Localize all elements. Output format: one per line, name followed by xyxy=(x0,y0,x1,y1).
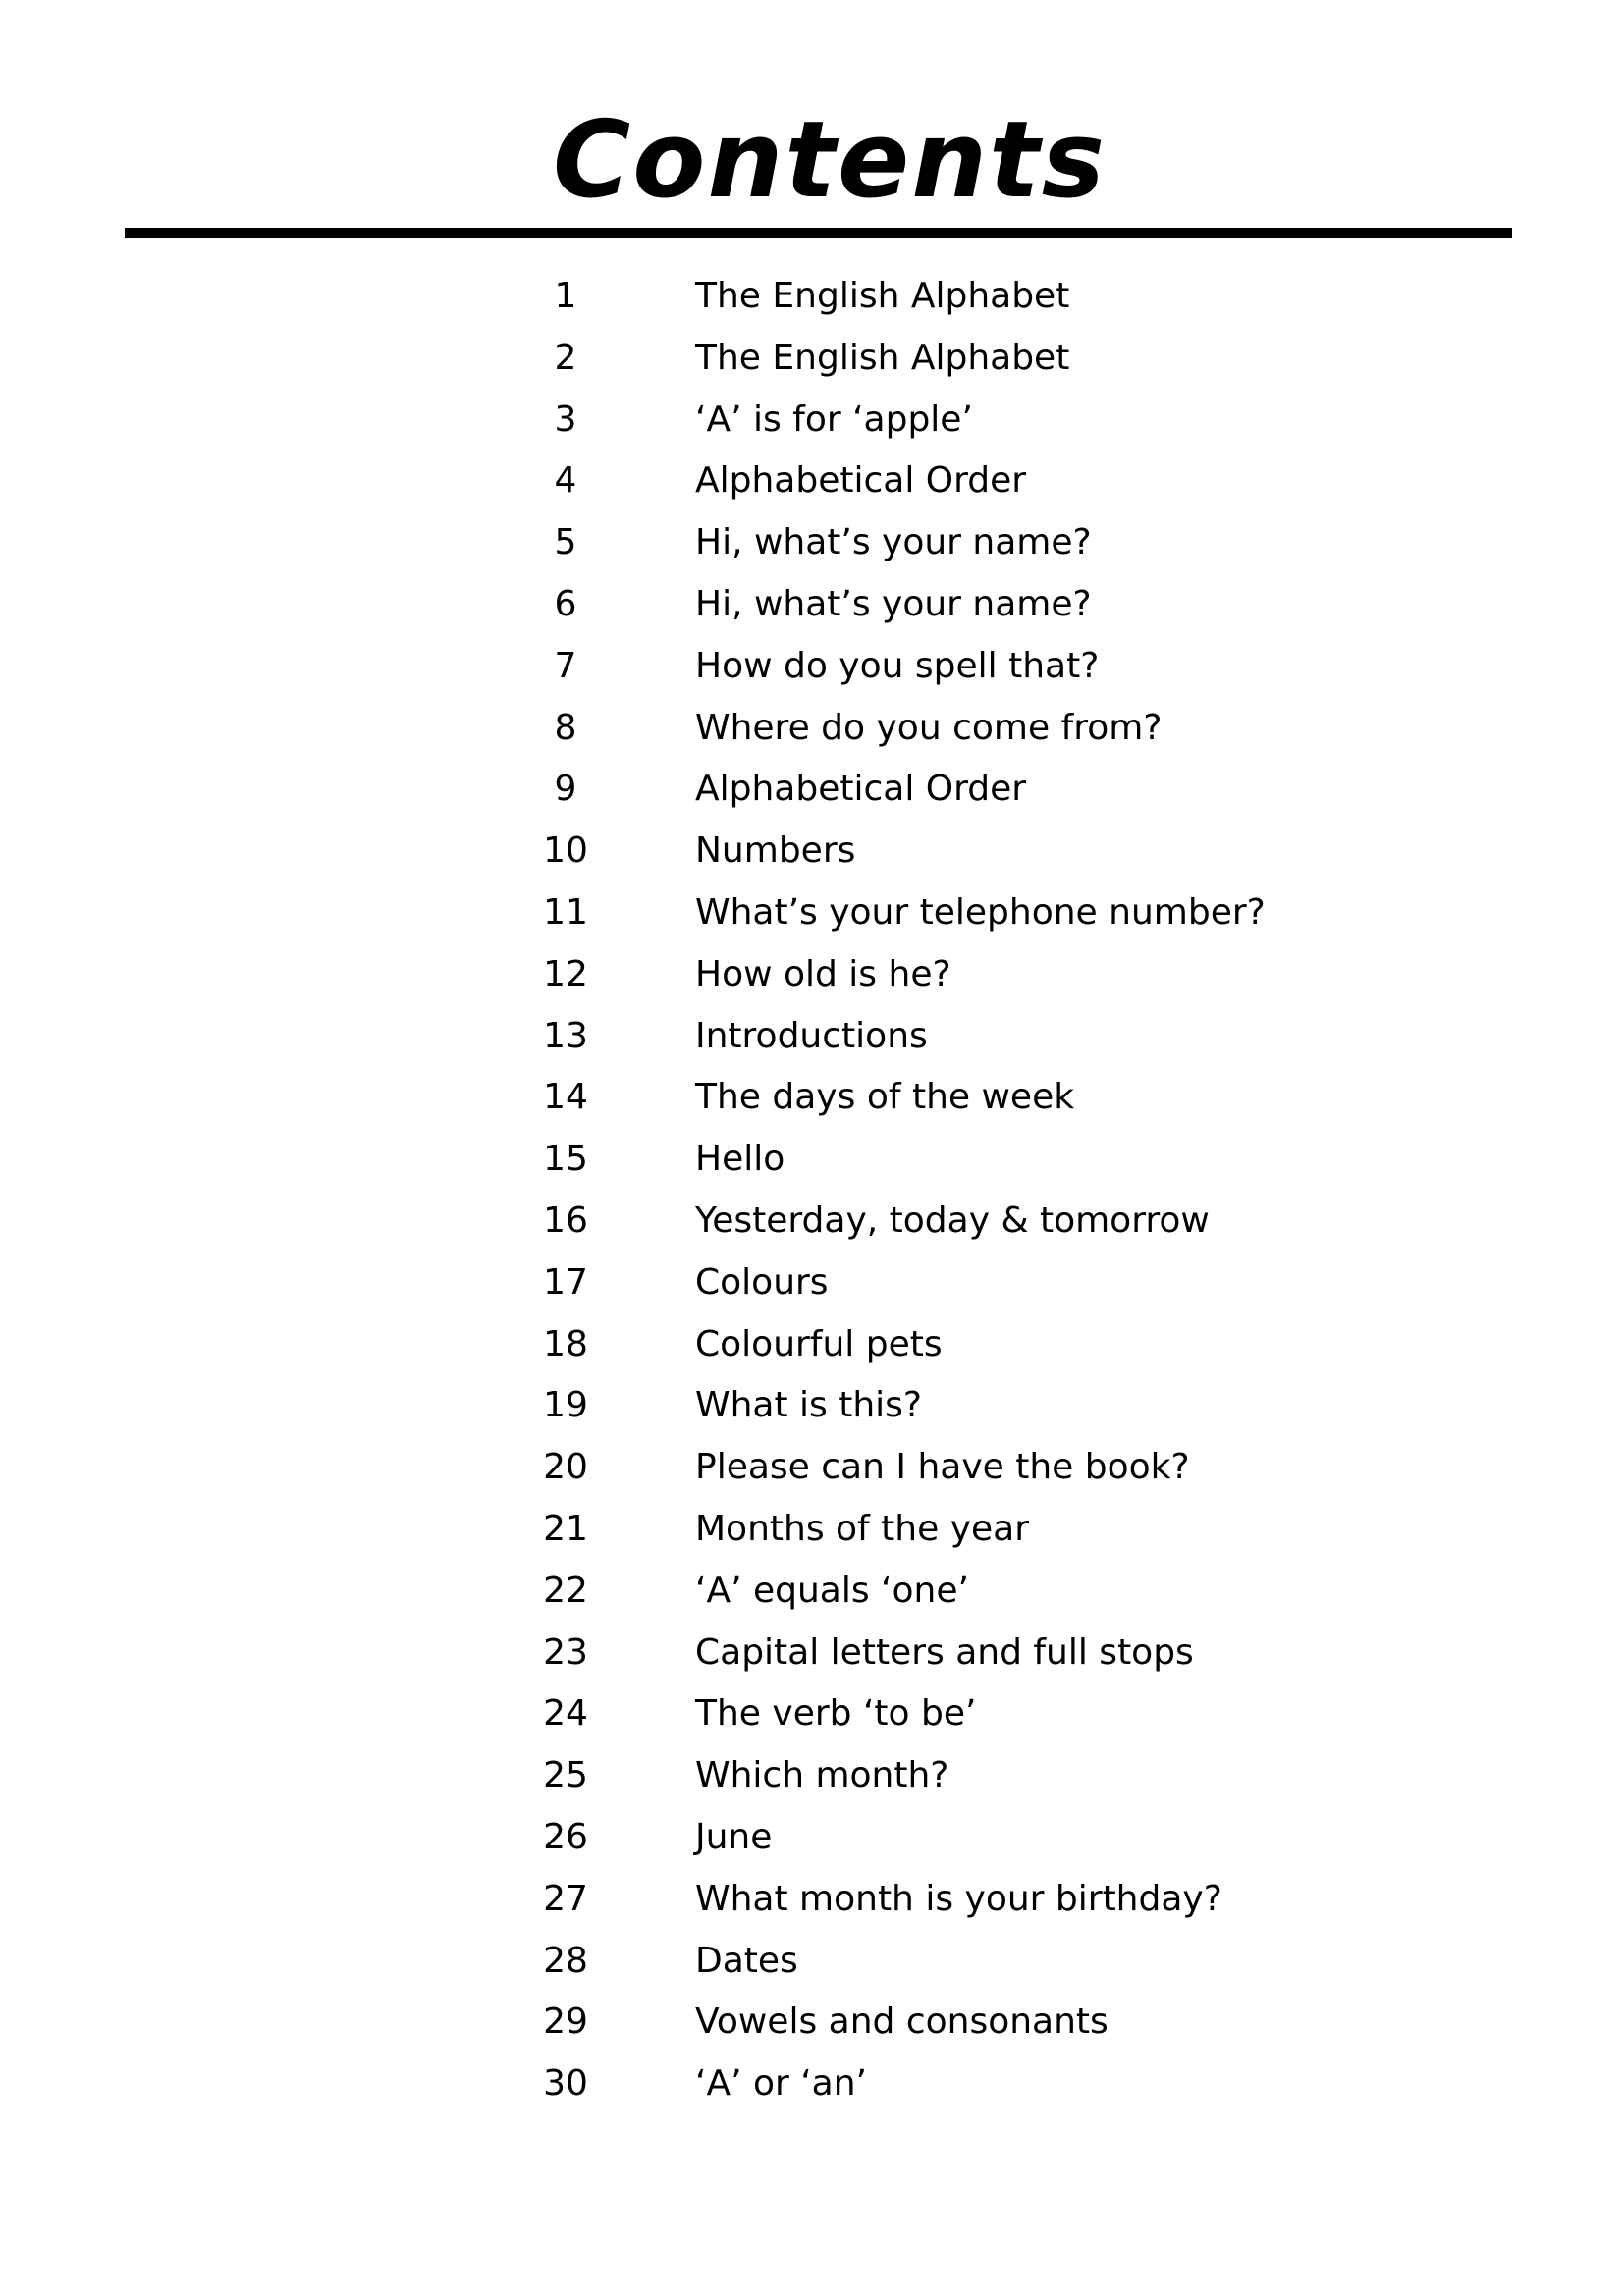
toc-entry-number: 24 xyxy=(543,1693,588,1735)
toc-entry-title: Yesterday, today & tomorrow xyxy=(695,1200,1210,1241)
toc-entry-number: 4 xyxy=(554,460,577,502)
toc-entry-number: 22 xyxy=(543,1570,588,1611)
toc-entry xyxy=(0,1686,1624,1748)
toc-entry xyxy=(0,1132,1624,1194)
toc-entry-title: The verb ‘to be’ xyxy=(695,1693,977,1735)
toc-entry xyxy=(0,1995,1624,2056)
toc-entry-number: 25 xyxy=(543,1755,588,1796)
toc-entry-title: Colourful pets xyxy=(695,1323,943,1364)
toc-entry-title: How old is he? xyxy=(695,953,951,994)
toc-entry-number: 19 xyxy=(543,1385,588,1426)
toc-entry-number: 15 xyxy=(543,1139,588,1180)
toc-entry-title: June xyxy=(695,1816,773,1857)
toc-entry xyxy=(0,1440,1624,1502)
toc-entry xyxy=(0,1070,1624,1132)
toc-entry xyxy=(0,1502,1624,1564)
toc-entry-title: ‘A’ equals ‘one’ xyxy=(695,1570,969,1611)
toc-entry-title: Where do you come from? xyxy=(695,707,1163,748)
toc-entry-title: Introductions xyxy=(695,1015,928,1056)
toc-entry-title: Alphabetical Order xyxy=(695,460,1027,502)
toc-entry xyxy=(0,1872,1624,1934)
toc-entry xyxy=(0,1810,1624,1872)
toc-entry-title: Numbers xyxy=(695,830,856,872)
toc-entry-number: 17 xyxy=(543,1261,588,1303)
toc-entry-title: The English Alphabet xyxy=(695,337,1070,378)
toc-entry xyxy=(0,885,1624,947)
toc-entry-title: Which month? xyxy=(695,1755,949,1796)
toc-entry-title: What’s your telephone number? xyxy=(695,891,1266,933)
toc-entry-title: Hello xyxy=(695,1139,785,1180)
toc-entry xyxy=(0,1194,1624,1255)
toc-entry xyxy=(0,639,1624,701)
toc-entry xyxy=(0,331,1624,393)
toc-entry-number: 9 xyxy=(554,769,577,810)
toc-entry-number: 8 xyxy=(554,707,577,748)
table-of-contents xyxy=(0,269,1624,2118)
toc-entry-number: 16 xyxy=(543,1200,588,1241)
toc-entry xyxy=(0,1934,1624,1996)
page-title: Contents xyxy=(552,99,1107,222)
toc-entry xyxy=(0,701,1624,763)
toc-entry-title: How do you spell that? xyxy=(695,645,1100,686)
toc-entry xyxy=(0,947,1624,1009)
toc-entry xyxy=(0,577,1624,639)
toc-entry-title: Vowels and consonants xyxy=(695,2002,1109,2043)
toc-entry-title: Hi, what’s your name? xyxy=(695,583,1092,624)
toc-entry xyxy=(0,824,1624,885)
toc-entry-title: The days of the week xyxy=(695,1077,1075,1118)
toc-entry-title: Hi, what’s your name? xyxy=(695,522,1092,563)
toc-entry-number: 20 xyxy=(543,1447,588,1488)
toc-entry-number: 26 xyxy=(543,1816,588,1857)
toc-entry-title: Capital letters and full stops xyxy=(695,1631,1194,1673)
toc-entry-number: 11 xyxy=(543,891,588,933)
toc-entry-title: ‘A’ is for ‘apple’ xyxy=(695,399,973,440)
toc-entry xyxy=(0,1378,1624,1440)
title-underline-rule xyxy=(125,228,1512,238)
toc-entry xyxy=(0,393,1624,454)
toc-entry-number: 21 xyxy=(543,1508,588,1549)
toc-entry xyxy=(0,269,1624,331)
toc-entry-number: 1 xyxy=(554,276,577,316)
toc-entry-number: 18 xyxy=(543,1323,588,1364)
toc-entry xyxy=(0,762,1624,824)
toc-entry xyxy=(0,1255,1624,1317)
toc-entry-title: Dates xyxy=(695,1940,798,1981)
toc-entry-number: 12 xyxy=(543,953,588,994)
toc-entry-title: Alphabetical Order xyxy=(695,769,1027,810)
toc-entry xyxy=(0,1626,1624,1687)
toc-entry-number: 13 xyxy=(543,1015,588,1056)
toc-entry xyxy=(0,2056,1624,2118)
toc-entry-number: 6 xyxy=(554,583,577,624)
toc-entry xyxy=(0,454,1624,515)
toc-entry-number: 2 xyxy=(554,337,577,378)
toc-entry-number: 5 xyxy=(554,522,577,563)
toc-entry-title: Please can I have the book? xyxy=(695,1447,1190,1488)
toc-entry-title: What is this? xyxy=(695,1385,923,1426)
toc-entry-title: ‘A’ or ‘an’ xyxy=(695,2063,867,2105)
toc-entry xyxy=(0,1317,1624,1379)
toc-entry-number: 28 xyxy=(543,1940,588,1981)
toc-entry-number: 3 xyxy=(554,399,577,440)
toc-entry-title: Months of the year xyxy=(695,1508,1030,1549)
toc-entry xyxy=(0,515,1624,577)
toc-entry-title: Colours xyxy=(695,1261,829,1303)
toc-entry-number: 10 xyxy=(543,830,588,872)
toc-entry xyxy=(0,1564,1624,1626)
toc-entry xyxy=(0,1009,1624,1071)
toc-entry-number: 14 xyxy=(543,1077,588,1118)
toc-entry-title: What month is your birthday? xyxy=(695,1878,1222,1919)
toc-entry-number: 30 xyxy=(543,2063,588,2105)
toc-entry xyxy=(0,1748,1624,1810)
toc-entry-number: 29 xyxy=(543,2002,588,2043)
toc-entry-title: The English Alphabet xyxy=(695,276,1070,316)
toc-entry-number: 7 xyxy=(554,645,577,686)
toc-entry-number: 27 xyxy=(543,1878,588,1919)
toc-entry-number: 23 xyxy=(543,1631,588,1673)
